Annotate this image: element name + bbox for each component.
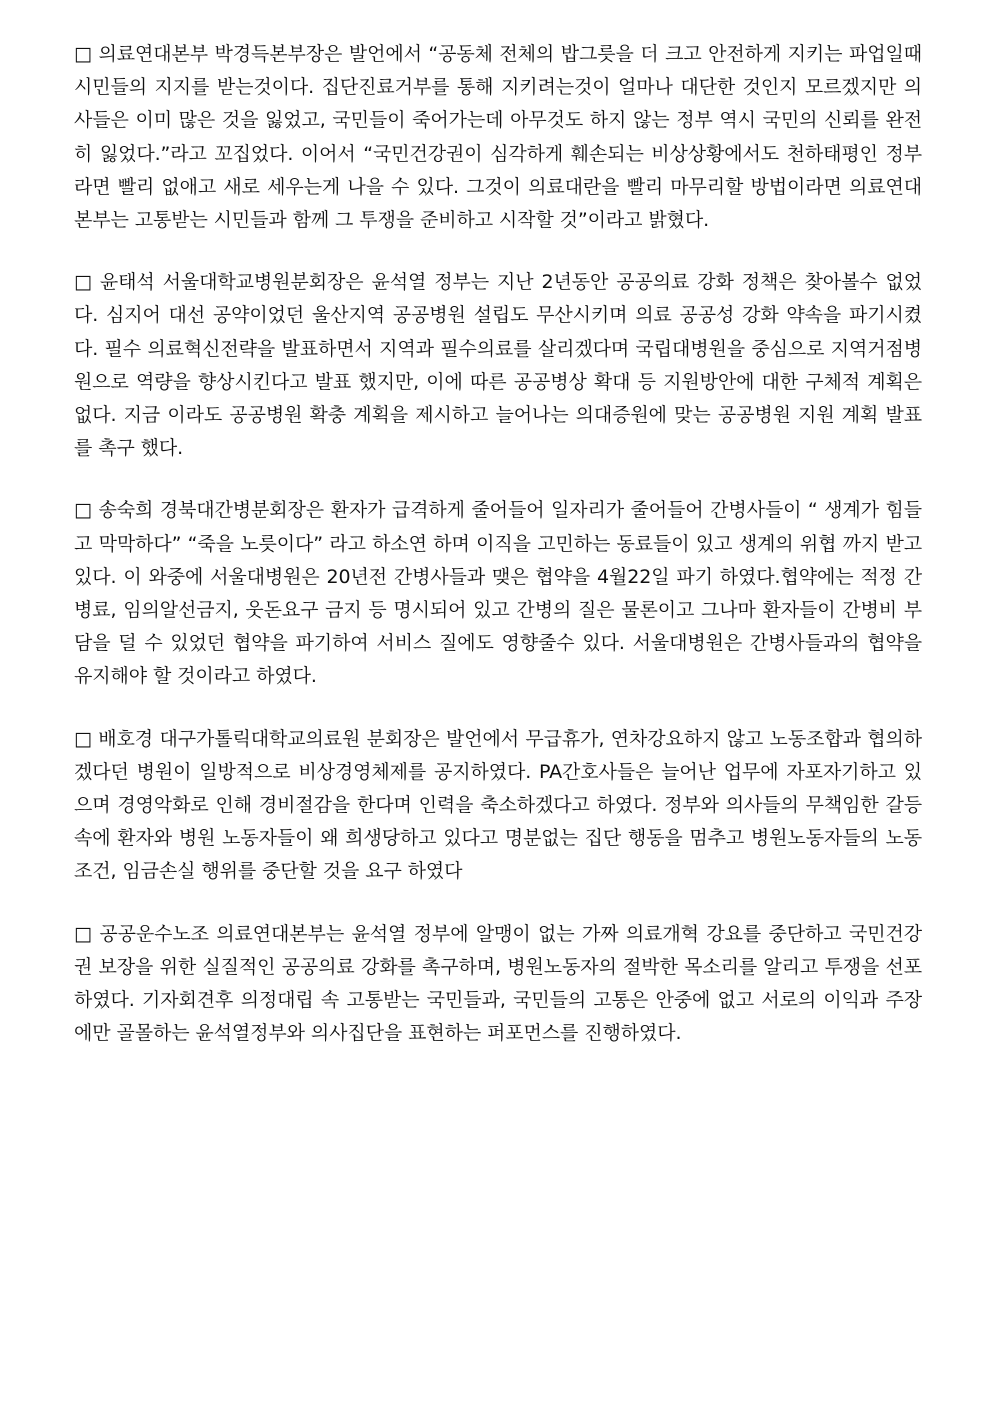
- checkbox-bullet-icon: □: [74, 727, 93, 750]
- checkbox-bullet-icon: □: [74, 922, 94, 945]
- paragraph-1-text: 의료연대본부 박경득본부장은 발언에서 “공동체 전체의 밥그릇을 더 크고 안전하게 지키는 파업일때 시민들의 지지를 받는것이다. 집단진료거부를 통해 지키려는것이 얼마나 대단한 것인지 모르겠지만 의사들은 이미 많은 것을 잃었고, 국민들이 죽어가는데 아무것도 하지 않는 정부 역시 국민의 신뢰를 완전히 잃었다.”라고 꼬집었다. 이어서 “국민건강권이 심각하게 훼손되는 비상상황에서도 천하태평인 정부라면 빨리 없애고 새로 세우는게 나을 수 있다. 그것이 의료대란을 빨리 마무리할 방법이라면 의료연대본부는 고통받는 시민들과 함께 그 투쟁을 준비하고 시작할 것”이라고 밝혔다.: [74, 43, 922, 232]
- paragraph-1: [74, 38, 922, 237]
- paragraph-3-text: 송숙희 경북대간병분회장은 환자가 급격하게 줄어들어 일자리가 줄어들어 간병사들이 “ 생계가 힘들고 막막하다” “죽을 노릇이다” 라고 하소연 하며 이직을 고민하는 동료들이 있고 생계의 위협 까지 받고 있다. 이 와중에 서울대병원은 20년전 간병사들과 맺은 협약을 4월22일 파기 하였다.협약에는 적정 간병료, 임의알선금지, 웃돈요구 금지 등 명시되어 있고 간병의 질은 물론이고 그나마 환자들이 간병비 부담을 덜 수 있었던 협약을 파기하여 서비스 질에도 영향줄수 있다. 서울대병원은 간병사들과의 협약을 유지해야 할 것이라고 하였다.: [74, 499, 922, 688]
- paragraph-4: [74, 723, 922, 889]
- checkbox-bullet-icon: □: [74, 43, 93, 65]
- checkbox-bullet-icon: □: [74, 499, 93, 522]
- paragraph-4-text: 배호경 대구가톨릭대학교의료원 분회장은 발언에서 무급휴가, 연차강요하지 않고 노동조합과 협의하겠다던 병원이 일방적으로 비상경영체제를 공지하였다. PA간호사들은 늘어난 업무에 자포자기하고 있으며 경영악화로 인해 경비절감을 한다며 인력을 축소하겠다고 하였다. 정부와 의사들의 무책임한 갈등속에 환자와 병원 노동자들이 왜 희생당하고 있다고 명분없는 집단 행동을 멈추고 병원노동자들의 노동조건, 임금손실 행위를 중단할 것을 요구 하였다: [74, 727, 922, 883]
- checkbox-bullet-icon: □: [74, 271, 94, 294]
- paragraph-5: [74, 918, 922, 1051]
- paragraph-2: [74, 266, 922, 465]
- paragraph-5-text: 공공운수노조 의료연대본부는 윤석열 정부에 알맹이 없는 가짜 의료개혁 강요를 중단하고 국민건강권 보장을 위한 실질적인 공공의료 강화를 촉구하며, 병원노동자의 절박한 목소리를 알리고 투쟁을 선포 하였다. 기자회견후 의정대립 속 고통받는 국민들과, 국민들의 고통은 안중에 없고 서로의 이익과 주장에만 골몰하는 윤석열정부와 의사집단을 표현하는 퍼포먼스를 진행하였다.: [74, 922, 922, 1045]
- paragraph-2-text: 윤태석 서울대학교병원분회장은 윤석열 정부는 지난 2년동안 공공의료 강화 정책은 찾아볼수 없었다. 심지어 대선 공약이었던 울산지역 공공병원 설립도 무산시키며 의료 공공성 강화 약속을 파기시켰다. 필수 의료혁신전략을 발표하면서 지역과 필수의료를 살리겠다며 국립대병원을 중심으로 지역거점병원으로 역량을 향상시킨다고 발표 했지만, 이에 따른 공공병상 확대 등 지원방안에 대한 구체적 계획은 없다. 지금 이라도 공공병원 확충 계획을 제시하고 늘어나는 의대증원에 맞는 공공병원 지원 계획 발표를 촉구 했다.: [74, 271, 922, 460]
- document-body: [74, 38, 922, 1079]
- paragraph-3: [74, 494, 922, 693]
